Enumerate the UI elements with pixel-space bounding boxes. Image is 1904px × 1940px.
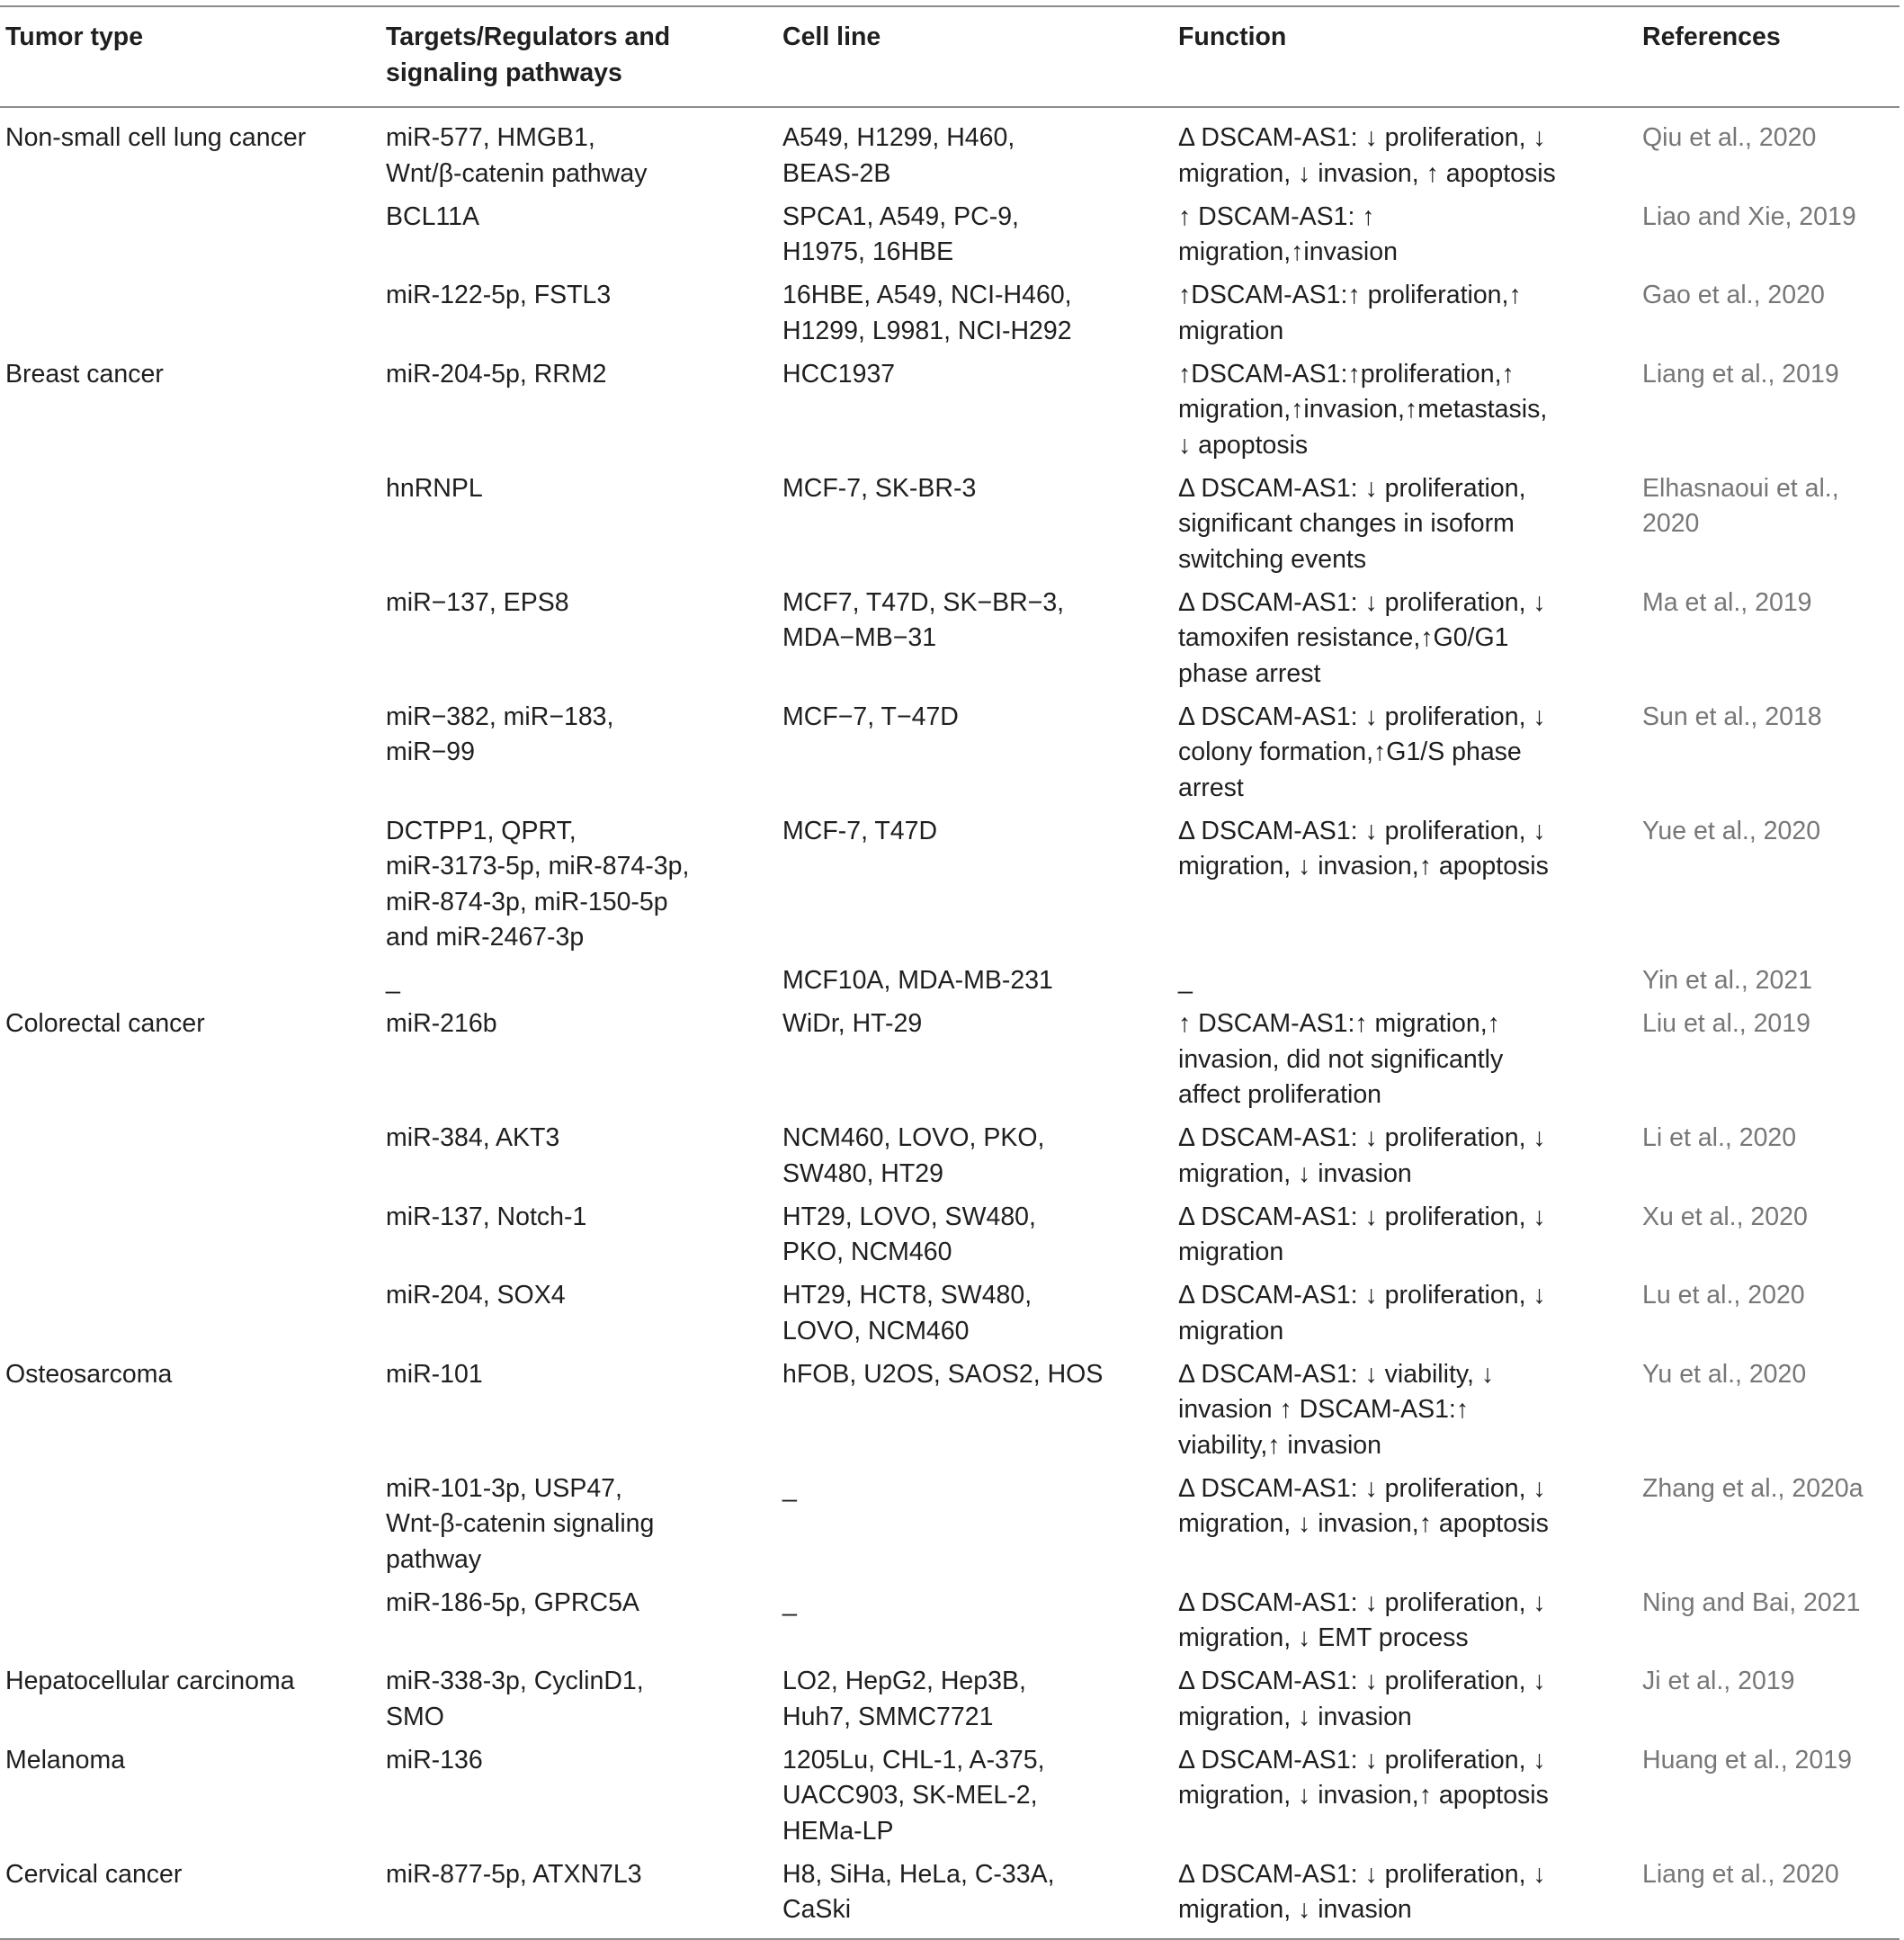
reference-cell: Elhasnaoui et al., 2020: [1642, 473, 1839, 538]
targets-cell: hnRNPL: [386, 473, 483, 503]
function-cell: Δ DSCAM-AS1: ↓ proliferation, ↓ migration, ↓ invasion: [1178, 1667, 1546, 1731]
reference-cell: Sun et al., 2018: [1642, 702, 1822, 731]
dscam-as1-tumor-table: [0, 5, 1900, 1940]
cell-line-cell: MCF-7, T47D: [782, 816, 938, 845]
reference-cell: Ji et al., 2019: [1642, 1667, 1795, 1695]
table-row: [0, 809, 1900, 960]
table-row: [0, 1274, 1900, 1353]
table-row: [0, 353, 1900, 467]
targets-cell: DCTPP1, QPRT, miR-3173-5p, miR-874-3p, miR-874-3p, miR-150-5p and miR-2467-3p: [386, 816, 690, 952]
targets-cell: miR-204-5p, RRM2: [386, 359, 607, 389]
tumor-type-cell: [0, 1581, 380, 1660]
targets-cell: miR-338-3p, CyclinD1, SMO: [386, 1667, 644, 1731]
header-cell-line: Cell line: [782, 22, 881, 51]
reference-cell: Liang et al., 2019: [1642, 359, 1839, 389]
reference-cell: Huang et al., 2019: [1642, 1745, 1852, 1775]
header-references: References: [1642, 22, 1781, 51]
targets-cell: miR-216b: [386, 1009, 497, 1038]
function-cell: Δ DSCAM-AS1: ↓ proliferation, ↓ colony formation,↑G1/S phase arrest: [1178, 702, 1546, 802]
tumor-type-cell: Non-small cell lung cancer: [5, 123, 307, 152]
reference-cell: Xu et al., 2020: [1642, 1202, 1808, 1231]
table-row: [0, 1116, 1900, 1195]
table-row: [0, 1002, 1900, 1116]
cell-line-cell: WiDr, HT-29: [782, 1009, 923, 1038]
targets-cell: miR-101-3p, USP47, Wnt-β-catenin signaling pathway: [386, 1473, 655, 1574]
tumor-type-cell: Cervical cancer: [5, 1859, 183, 1889]
function-cell: Δ DSCAM-AS1: ↓ viability, ↓ invasion ↑ DSCAM-AS1:↑ viability,↑ invasion: [1178, 1359, 1495, 1460]
function-cell: Δ DSCAM-AS1: ↓ proliferation, ↓ migration, ↓ invasion: [1178, 1859, 1546, 1924]
function-cell: Δ DSCAM-AS1: ↓ proliferation, ↓ migration, ↓ invasion,↑ apoptosis: [1178, 816, 1549, 881]
function-cell: Δ DSCAM-AS1: ↓ proliferation, ↓ migration, ↓ invasion, ↑ apoptosis: [1178, 123, 1556, 188]
tumor-type-cell: [0, 809, 380, 960]
tumor-type-cell: [0, 959, 380, 1002]
reference-cell: Yu et al., 2020: [1642, 1359, 1807, 1389]
cell-line-cell: NCM460, LOVO, PKO, SW480, HT29: [782, 1123, 1045, 1188]
function-cell: Δ DSCAM-AS1: ↓ proliferation, ↓ migration, ↓ invasion: [1178, 1123, 1546, 1188]
function-cell: Δ DSCAM-AS1: ↓ proliferation, ↓ migration, ↓ invasion,↑ apoptosis: [1178, 1745, 1549, 1810]
targets-cell: miR-137, Notch-1: [386, 1202, 587, 1231]
targets-cell: miR-136: [386, 1745, 483, 1775]
table-row: [0, 959, 1900, 1002]
table-row: [0, 1581, 1900, 1660]
reference-cell: Zhang et al., 2020a: [1642, 1473, 1864, 1503]
cell-line-cell: MCF7, T47D, SK−BR−3, MDA−MB−31: [782, 587, 1065, 652]
table-row: [0, 467, 1900, 581]
tumor-type-cell: Colorectal cancer: [5, 1009, 205, 1038]
cell-line-cell: MCF10A, MDA-MB-231: [782, 966, 1053, 995]
tumor-type-cell: [0, 1116, 380, 1195]
function-cell: Δ DSCAM-AS1: ↓ proliferation, significant changes in isoform switching events: [1178, 473, 1526, 574]
table-header: [0, 6, 1900, 107]
tumor-type-cell: [0, 1195, 380, 1274]
function-cell: ↑DSCAM-AS1:↑ proliferation,↑ migration: [1178, 281, 1522, 345]
targets-cell: BCL11A: [386, 201, 480, 231]
cell-line-cell: HCC1937: [782, 359, 896, 389]
cell-line-cell: HT29, LOVO, SW480, PKO, NCM460: [782, 1202, 1036, 1266]
header-tumor-type: Tumor type: [5, 22, 144, 51]
table-row: [0, 195, 1900, 274]
reference-cell: Liao and Xie, 2019: [1642, 201, 1856, 231]
tumor-type-cell: [0, 467, 380, 581]
tumor-type-cell: [0, 195, 380, 274]
table-row: [0, 1353, 1900, 1467]
targets-cell: miR-204, SOX4: [386, 1281, 566, 1310]
reference-cell: Liang et al., 2020: [1642, 1859, 1839, 1889]
table-row: [0, 1659, 1900, 1739]
tumor-type-cell: [0, 695, 380, 809]
cell-line-cell: 1205Lu, CHL-1, A-375, UACC903, SK-MEL-2, HEMa-LP: [782, 1745, 1045, 1846]
targets-cell: miR-101: [386, 1359, 483, 1389]
targets-cell: miR-384, AKT3: [386, 1123, 560, 1152]
reference-cell: Ning and Bai, 2021: [1642, 1587, 1861, 1617]
cell-line-cell: A549, H1299, H460, BEAS-2B: [782, 123, 1015, 188]
function-cell: ↑ DSCAM-AS1: ↑ migration,↑invasion: [1178, 201, 1398, 266]
table-row: [0, 695, 1900, 809]
targets-cell: miR−137, EPS8: [386, 587, 569, 617]
tumor-type-cell: [0, 1274, 380, 1353]
function-cell: Δ DSCAM-AS1: ↓ proliferation, ↓ migration: [1178, 1202, 1546, 1266]
cell-line-cell: HT29, HCT8, SW480, LOVO, NCM460: [782, 1281, 1032, 1345]
function-cell: Δ DSCAM-AS1: ↓ proliferation, ↓ migration, ↓ EMT process: [1178, 1587, 1546, 1652]
header-function: Function: [1178, 22, 1287, 51]
table-row: [0, 1853, 1900, 1939]
reference-cell: Qiu et al., 2020: [1642, 123, 1817, 152]
table-row: [0, 107, 1900, 195]
targets-cell: miR-122-5p, FSTL3: [386, 281, 612, 309]
header-targets: Targets/Regulators and signaling pathways: [386, 22, 671, 87]
reference-cell: Gao et al., 2020: [1642, 281, 1825, 309]
cell-line-cell: _: [782, 1587, 797, 1617]
targets-cell: miR−382, miR−183, miR−99: [386, 702, 614, 766]
cell-line-cell: H8, SiHa, HeLa, C-33A, CaSki: [782, 1859, 1055, 1924]
targets-cell: miR-877-5p, ATXN7L3: [386, 1859, 642, 1889]
function-cell: Δ DSCAM-AS1: ↓ proliferation, ↓ tamoxifen resistance,↑G0/G1 phase arrest: [1178, 587, 1546, 688]
tumor-type-cell: [0, 273, 380, 353]
function-cell: Δ DSCAM-AS1: ↓ proliferation, ↓ migration: [1178, 1281, 1546, 1345]
targets-cell: miR-186-5p, GPRC5A: [386, 1587, 639, 1617]
reference-cell: Li et al., 2020: [1642, 1123, 1797, 1152]
tumor-type-cell: Osteosarcoma: [5, 1359, 173, 1389]
reference-cell: Liu et al., 2019: [1642, 1009, 1810, 1038]
cell-line-cell: MCF-7, SK-BR-3: [782, 473, 977, 503]
table-row: [0, 273, 1900, 353]
reference-cell: Yue et al., 2020: [1642, 816, 1821, 845]
cell-line-cell: 16HBE, A549, NCI-H460, H1299, L9981, NCI-H292: [782, 281, 1072, 345]
cell-line-cell: SPCA1, A549, PC-9, H1975, 16HBE: [782, 201, 1019, 266]
tumor-type-cell: [0, 581, 380, 695]
reference-cell: Ma et al., 2019: [1642, 587, 1812, 617]
tumor-type-cell: Hepatocellular carcinoma: [5, 1667, 295, 1695]
cell-line-cell: _: [782, 1473, 797, 1503]
tumor-type-cell: [0, 1467, 380, 1581]
table-row: [0, 1467, 1900, 1581]
table-row: [0, 1739, 1900, 1853]
targets-cell: miR-577, HMGB1, Wnt/β-catenin pathway: [386, 123, 648, 188]
tumor-type-cell: Breast cancer: [5, 359, 164, 389]
cell-line-cell: hFOB, U2OS, SAOS2, HOS: [782, 1359, 1104, 1389]
function-cell: _: [1178, 966, 1193, 995]
cell-line-cell: MCF−7, T−47D: [782, 702, 959, 731]
table-row: [0, 581, 1900, 695]
tumor-type-cell: Melanoma: [5, 1745, 126, 1775]
reference-cell: Yin et al., 2021: [1642, 966, 1813, 995]
function-cell: ↑DSCAM-AS1:↑proliferation,↑ migration,↑invasion,↑metastasis, ↓ apoptosis: [1178, 359, 1548, 460]
targets-cell: _: [386, 966, 400, 995]
function-cell: Δ DSCAM-AS1: ↓ proliferation, ↓ migration, ↓ invasion,↑ apoptosis: [1178, 1473, 1549, 1538]
reference-cell: Lu et al., 2020: [1642, 1281, 1805, 1310]
header-row: [0, 6, 1900, 107]
table-body: [0, 107, 1900, 1939]
table-row: [0, 1195, 1900, 1274]
function-cell: ↑ DSCAM-AS1:↑ migration,↑ invasion, did not significantly affect proliferation: [1178, 1009, 1504, 1109]
cell-line-cell: LO2, HepG2, Hep3B, Huh7, SMMC7721: [782, 1667, 1026, 1731]
